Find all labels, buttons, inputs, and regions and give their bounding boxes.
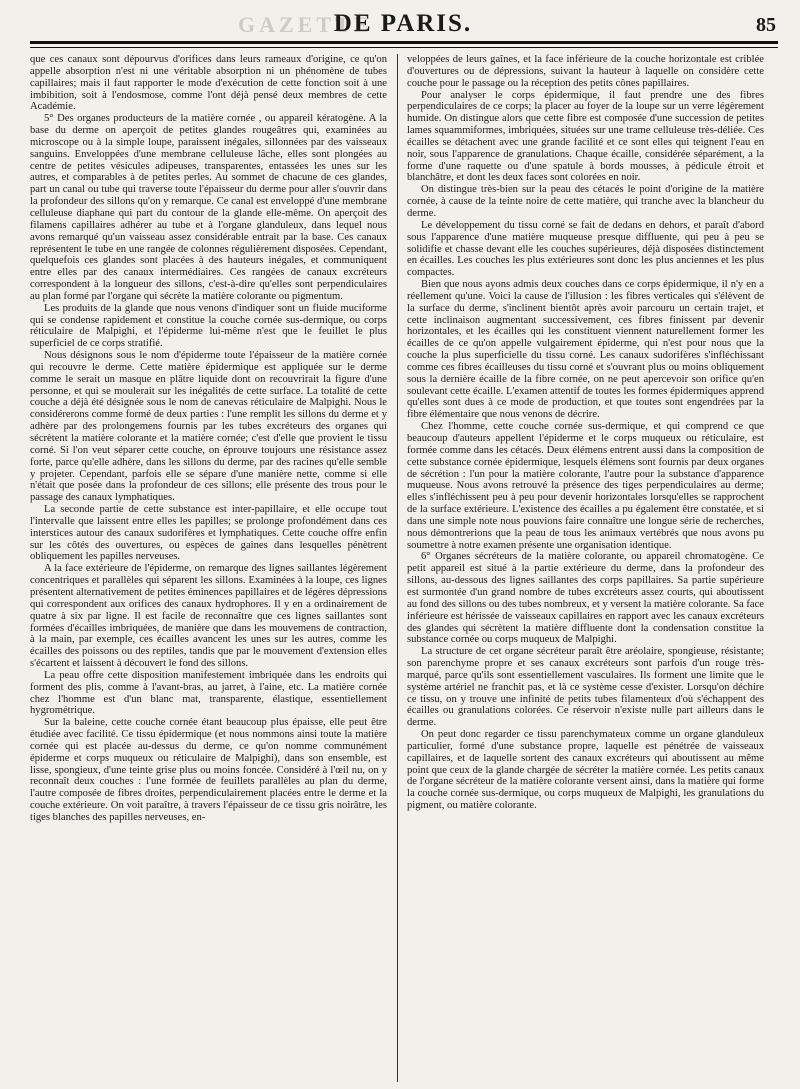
- paragraph: Pour analyser le corps épidermique, il faut prendre une des fibres perpendiculaires de ce corps; la placer au foyer de la loupe sur un verre légèrement humide. On distingue alors que cette fibre est composée d'une succession de petites lames squammiformes, imbriquées, situées sur une trame celluleuse très-déliée. Ces écailles se détachent avec une grande facilité et ce sont elles qui teignent l'eau en noir, sous l'apparence de granulations. Chaque écaille, considérée séparément, a la forme d'une raquette ou d'une spatule à bords mousses, à pédicule étroit et blanchâtre, et dont les deux faces sont colorées en noir.: [407, 89, 764, 184]
- faded-banner-text: GAZETTE: [238, 12, 373, 37]
- paragraph: Nous désignons sous le nom d'épiderme toute l'épaisseur de la matière cornée qui recouvre le derme. Cette matière épidermique est appliquée sur le derme comme le serait un masque en plâtre liquide dont on recouvrirait la figure d'une personne, et qui se moulerait sur les inégalités de cette surface. La totalité de cette couche a déjà été désignée sous le nom de canevas réticulaire de Malpighi. Nous le considérerons comme formé de deux parties : l'une remplit les sillons du derme et y adhère par des prolongemens fournis par les tubes excréteurs des organes qui sécrètent la matière colorante et la matière cornée; c'est d'elle que provient le tissu corné. Si l'on veut séparer cette couche, on éprouve toujours une résistance assez forte, parce qu'elle adhère, dans les sillons du derme, par des racines qu'elle semble y projeter. Cependant, parfois elle se sépare d'une manière nette, comme si elle n'était que posée dans la profondeur de ces sillons; elle présente des trous pour le passage des canaux lymphatiques.: [30, 350, 387, 504]
- left-column: [30, 54, 387, 1082]
- newspaper-title: DE PARIS.: [333, 10, 473, 37]
- paragraph: A la face extérieure de l'épiderme, on remarque des lignes saillantes légèrement concentriques et parallèles qui séparent les sillons. Examinées à la loupe, ces lignes présentent alternativement de petites éminences papillaires et de légères dépressions qui correspondent aux orifices des canaux hydrophores. Il y en a ordinairement de quatre à six par ligne. Il est facile de reconnaître que ces lignes saillantes sont formées d'écailles imbriquées, de manière que dans les mouvemens de contraction, à la main, par exemple, ces écailles avancent les unes sur les autres, comme les écailles des poissons ou des reptiles, tandis que par le mouvement d'extension elles s'écartent et laissent à découvert le fond des sillons.: [30, 563, 387, 670]
- header-rule-thick: [30, 41, 778, 44]
- paragraph: La peau offre cette disposition manifestement imbriquée dans les endroits qui forment des plis, comme à l'avant-bras, au jarret, à l'aine, etc. La matière cornée chez l'homme est d'un blanc mat, transparente, élastique, essentiellement hygrométrique.: [30, 669, 387, 717]
- paragraph: Sur la baleine, cette couche cornée étant beaucoup plus épaisse, elle peut être étudiée avec facilité. Ce tissu épidermique (et nous nommons ainsi toute la matière cornée qui est placée au-dessus du derme, ce qu'on nomme communément épiderme et corps muqueux ou réticulaire de Malpighi), dans son ensemble, est lisse, spongieux, d'une teinte grise plus ou moins foncée. Considéré à l'œil nu, on y reconnaît deux couches : l'une formée de feuillets parallèles au plan du derme, l'autre composée de fibres droites, perpendiculairement placées entre le derme et la couche extérieure. On voit paraître, à travers l'épaisseur de ce tissu gris noirâtre, les tiges blanches des papilles nerveuses, en-: [30, 717, 387, 823]
- section-paragraph: [407, 551, 764, 646]
- paragraph: On distingue très-bien sur la peau des cétacés le point d'origine de la matière cornée, à cause de la teinte noire de cette matière, qui tranche avec la blancheur du derme.: [407, 184, 764, 219]
- article-columns: [30, 54, 776, 1082]
- column-divider: [397, 54, 398, 1082]
- paragraph: Chez l'homme, cette couche cornée sus-dermique, et qui comprend ce que beaucoup d'auteurs appellent l'épiderme et le corps muqueux ou réticulaire, est formée comme dans les cétacés. Deux élémens entrent aussi dans la composition de cette substance cornée épidermique, lesquels élémens sont fournis par deux organes de sécrétion : l'un pour la matière colorante, l'autre pour la substance d'apparence muqueuse. Nous avons retrouvé la présence des tiges perpendiculaires au derme; elles s'infléchissent peu à peu pour devenir horizontales lorsqu'elles se rapprochent de la surface extérieure. L'existence des écailles a pu également être constatée, et si dans une simple note nous pouvions faire connaître une longue série de recherches, nous démontrerions que la peau de tous les animaux vertébrés que nous avons pu soumettre à notre examen présente une organisation identique.: [407, 421, 764, 551]
- paragraph: La structure de cet organe sécréteur paraît être aréolaire, spongieuse, résistante; son parenchyme propre et ses canaux excréteurs sont parfois d'un rouge très-marqué, parce qu'ils sont essentiellement vasculaires. Ils forment une limite que le système artériel ne franchit pas, et là ce système cesse d'exister. Lorsqu'on déchire ce tissu, on y trouve une infinité de petits tubes filamenteux d'où s'échappent des écailles ou granulations colorées. Ce réservoir n'existe nulle part ailleurs dans le derme.: [407, 646, 764, 729]
- header-rule-thin: [30, 47, 778, 48]
- section-body: Organes sécréteurs de la matière colorante, ou appareil chromatogène. Ce petit appareil est situé à la partie extérieure du derme, dans la profondeur des sillons, au-dessous des lignes saillantes des corps papillaires. Sa partie supérieure est surmontée d'un grand nombre de tubes excréteurs assez courts, qui aboutissent au fond des sillons ou des tubes nombreux, et y versent la matière colorante. Sa face inférieure est hérissée de vaisseaux capillaires en rapport avec les canaux excréteurs des glandes qui sécrètent la matière diffluente dont la condensation constitue la substance cornée ou corps muqueux de Malpighi.: [407, 551, 764, 646]
- paragraph: Bien que nous ayons admis deux couches dans ce corps épidermique, il n'y en a réellement qu'une. Voici la cause de l'illusion : les fibres verticales qui s'élèvent de la surface du derme, s'inclinent bientôt après avoir parcouru un certain trajet, et cette inclinaison augmentant successivement, ces fibres finissent par devenir horizontales, et les écailles qui les constituent viennent naturellement former les écailles de ce qu'on appelle vulgairement épiderme, qui n'est pour nous que la couche la plus superficielle du tissu corné. Les canaux sudorifères s'infléchissant comme ces fibres écailleuses du tissu corné et s'ouvrant plus ou moins obliquement sous la dernière écaille de la fibre cornée, on ne peut apercevoir son orifice qu'en soulevant cette écaille. L'examen attentif de toutes les formes épidermiques apprend qu'elles sont dues à ce mode de production, et que toutes sont engendrées par la fibre élémentaire que nous venons de décrire.: [407, 279, 764, 421]
- section-number: 6°: [421, 551, 431, 563]
- paragraph: On peut donc regarder ce tissu parenchymateux comme un organe glanduleux particulier, formé d'une substance propre, laquelle est pénétrée de vaisseaux capillaires, et de laquelle sortent des canaux excréteurs qui aboutissent au même point que ceux de la glande chargée de sécréter la matière cornée. Les petits canaux de l'organe sécréteur de la matière colorante versent ainsi, dans la matière qui forme la couche cornée sus-dermique, ou corps muqueux de Malpighi, les granulations du pigment, ou matière colorante.: [407, 729, 764, 812]
- paragraph: Le développement du tissu corné se fait de dedans en dehors, et paraît d'abord sous l'apparence d'une matière muqueuse presque diffluente, qui peu à peu se solidifie et chasse devant elle les couches supérieures, déjà disposées distinctement en écailles. Les couches les plus extérieures sont donc les plus anciennes et les plus compactes.: [407, 219, 764, 279]
- right-column: [407, 54, 764, 1082]
- paragraph: La seconde partie de cette substance est inter-papillaire, et elle occupe tout l'intervalle que laissent entre elles les papilles; se prolonge profondément dans ces interstices autour des canaux sudorifères et lymphatiques. Cette couche offre enfin sur les côtés des ouvertures, ou espèces de gaines dans lesquelles pénètrent obliquement les papilles nerveuses.: [30, 504, 387, 563]
- paragraph: veloppées de leurs gaînes, et la face inférieure de la couche horizontale est criblée d'ouvertures ou de dépressions, suivant la hauteur à laquelle on considère cette couche pour le passage ou la réception des petits cônes papillaires.: [407, 54, 764, 89]
- paragraph: que ces canaux sont dépourvus d'orifices dans leurs rameaux d'origine, ce qu'on appelle absorption n'est ni une véritable absorption ni un phénomène de tubes capillaires; mais il faut rapporter le mode d'exécution de cette fonction soit à une imbibition, soit à l'endosmose, comme l'ont déjà pensé deux membres de cette Académie.: [30, 54, 387, 113]
- section-number: 5°: [44, 113, 54, 125]
- page-number: 85: [756, 14, 776, 36]
- section-paragraph: [30, 113, 387, 303]
- paragraph: Les produits de la glande que nous venons d'indiquer sont un fluide muciforme qui se condense rapidement et constitue la couche cornée sus-dermique, ou corps réticulaire de Malpighi, et l'épiderme lui-même n'est que le feuillet le plus superficiel de ce corps stratifié.: [30, 302, 387, 350]
- page-header: [28, 6, 778, 38]
- section-body: Des organes producteurs de la matière cornée , ou appareil kératogène. A la base du derme on aperçoit de petites glandes rougeâtres qui, examinées au microscope ou à la simple loupe, paraissent inégales, sillonnées par des vaisseaux sanguins. Enveloppées d'une membrane celluleuse lâche, elles sont plongées au centre de petites vésicules adipeuses, transparentes, entassées les unes sur les autres, et comparables à de petites perles. Au sommet de chacune de ces glandes, part un canal ou tube qui traverse toute l'épaisseur du derme pour aller s'ouvrir dans la profondeur des sillons qu'on y remarque. Ce canal est enveloppé d'une membrane celluleuse diaphane qui part du contour de la glande elle-même. On aperçoit des filamens capillaires adhérer au tube et à l'organe glanduleux, dans lequel nous avons remarqué qu'un vaisseau assez considérable entrait par la base. Ces canaux représentent le tube en une rangée de colonnes régulièrement disposées. Cependant, quelquefois ces glandes sont placées à des hauteurs inégales, et communiquent entre elles par des canaux intermédiaires. Ces rangées de canaux excréteurs correspondent à la longueur des sillons, c'est-à-dire qu'elles sont perpendiculaires au plan formé par l'organe qui sécrète la matière colorante ou pigmentum.: [30, 113, 387, 302]
